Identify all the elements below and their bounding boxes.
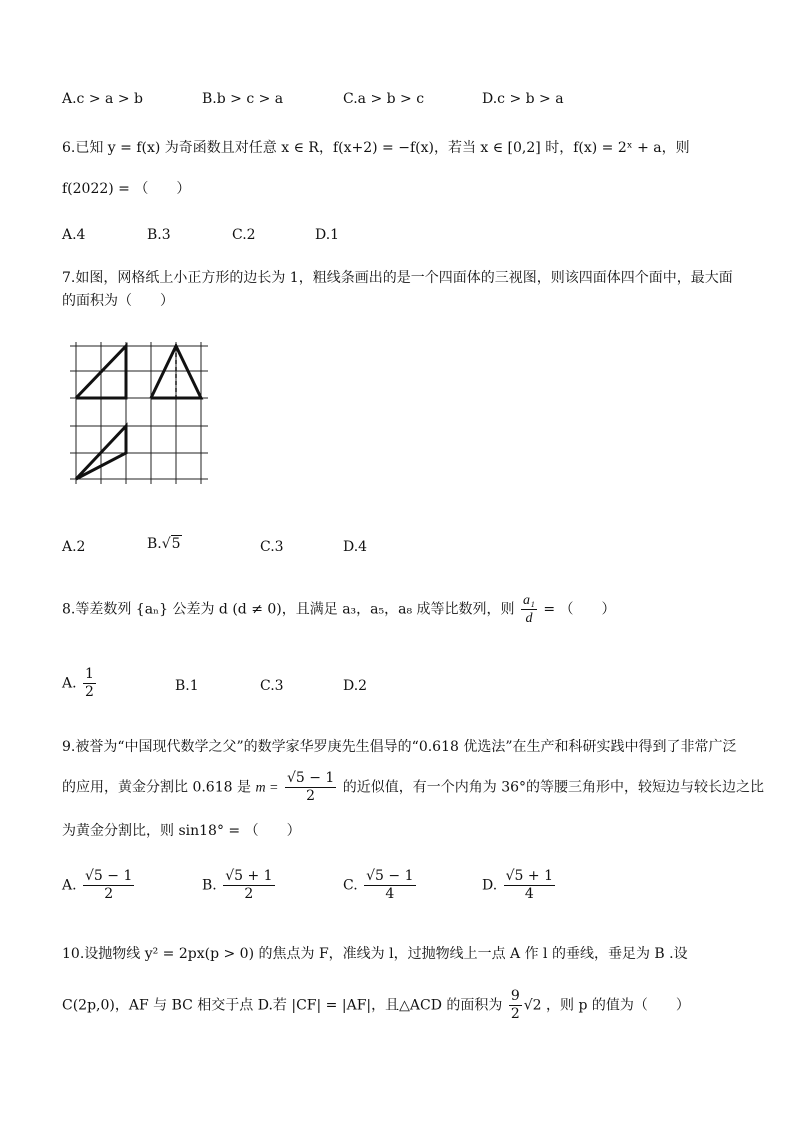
q6-stem-line1: 6.已知 y = f(x) 为奇函数且对任意 x ∈ R，f(x+2) = −f(x)，若当 x ∈ [0,2] 时，f(x) = 2ˣ + a，则: [62, 140, 690, 156]
q5-option-c: C.a > b > c: [343, 91, 425, 107]
q9-option-b: B. $\frac{√5 + 1}{2}$: [202, 868, 273, 902]
q8-option-d: D.2: [343, 678, 368, 694]
q8-option-a: A. $\frac{1}{2}$: [62, 666, 94, 700]
q9-option-a: A. $\frac{√5 - 1}{2}$: [62, 868, 133, 902]
q7-option-d: D.4: [343, 539, 368, 555]
q8-stem: 8.等差数列 {aₙ} 公差为 d (d ≠ 0)，且满足 a₃，a₅，a₈ 成等比数列，则 $\frac{\text{a₁}}{d}$ = （ ）: [62, 593, 616, 626]
q5-option-a: A.c > a > b: [62, 91, 143, 107]
q8-option-b: B.1: [175, 678, 199, 694]
q7-option-a: A.2: [62, 539, 86, 555]
q8-fraction: $\frac{\text{a₁}}{d}$: [523, 593, 535, 626]
q7-option-c: C.3: [260, 539, 284, 555]
q6-option-a: A.4: [62, 227, 86, 243]
q9-stem-line3: 为黄金分割比，则 sin18° = （ ）: [62, 823, 301, 839]
q9-stem-line1: 9.被誉为“中国现代数学之父”的数学家华罗庚先生倡导的“0.618 优选法”在生产和科研实践中得到了非常广泛: [62, 739, 737, 755]
q10-stem-line1: 10.设抛物线 y² = 2px(p > 0) 的焦点为 F，准线为 l，过抛物线上一点 A 作 l 的垂线，垂足为 B .设: [62, 946, 688, 962]
q8-option-c: C.3: [260, 678, 284, 694]
q7-stem-line1: 7.如图，网格纸上小正方形的边长为 1，粗线条画出的是一个四面体的三视图，则该四面体四个面中，最大面: [62, 270, 733, 286]
q5-option-d: D.c > b > a: [482, 91, 564, 107]
three-view-grid-figure: [66, 334, 216, 494]
q6-option-d: D.1: [315, 227, 340, 243]
q6-stem-line2: f(2022) = （ ）: [62, 181, 191, 197]
q10-stem-line2: C(2p,0)，AF 与 BC 相交于点 D.若 |CF| = |AF|，且△ACD 的面积为 $\frac{9}{2}$ √2 ，则 p 的值为（ ）: [62, 988, 690, 1022]
q6-option-c: C.2: [232, 227, 256, 243]
q9-option-d: D. $\frac{√5 + 1}{4}$: [482, 868, 554, 902]
q7-option-b: B.√5: [147, 536, 181, 552]
q9-stem-line2: 的应用，黄金分割比 0.618 是 m = $\frac{√5 - 1}{2}$ 的近似值，有一个内角为 36°的等腰三角形中，较短边与较长边之比: [62, 770, 765, 804]
q7-stem-line2: 的面积为（ ）: [62, 293, 174, 309]
q6-option-b: B.3: [147, 227, 171, 243]
q9-option-c: C. $\frac{√5 - 1}{4}$: [343, 868, 414, 902]
q5-option-b: B.b > c > a: [202, 91, 284, 107]
